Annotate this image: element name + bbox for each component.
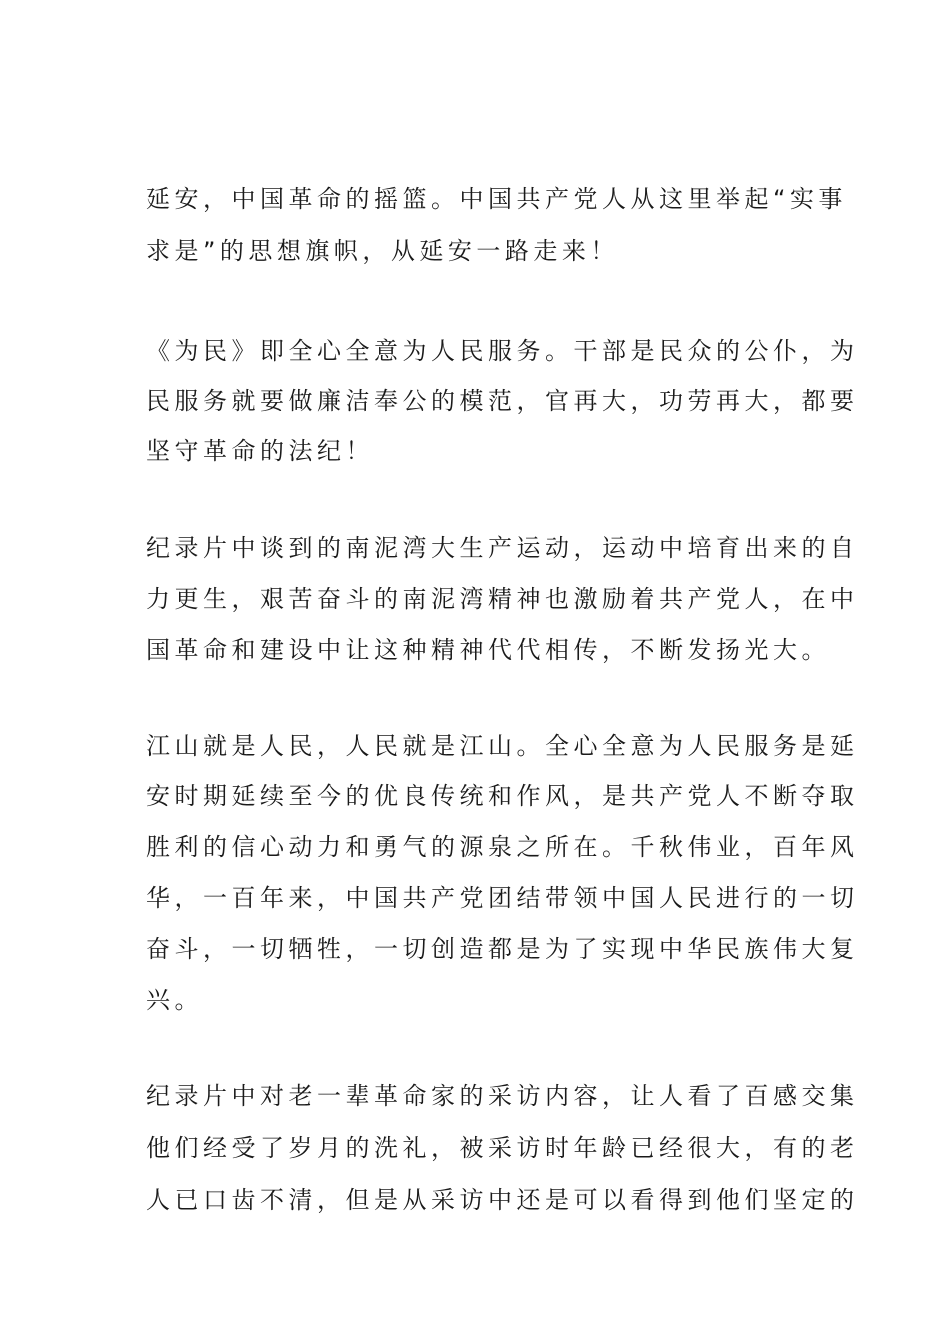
paragraph-line: 兴。 (146, 986, 203, 1014)
paragraph-line: 民服务就要做廉洁奉公的模范，官再大，功劳再大，都要 (146, 387, 859, 415)
paragraph-line: 华，一百年来，中国共产党团结带领中国人民进行的一切 (146, 884, 859, 912)
paragraph-line: 纪录片中对老一辈革命家的采访内容，让人看了百感交集 (146, 1082, 859, 1110)
paragraph-line: 胜利的信心动力和勇气的源泉之所在。千秋伟业，百年风 (146, 833, 859, 861)
paragraph-line: 他们经受了岁月的洗礼，被采访时年龄已经很大，有的老 (146, 1134, 859, 1162)
paragraph-line: 坚守革命的法纪！ (146, 437, 374, 465)
paragraph-line: 安时期延续至今的优良传统和作风，是共产党人不断夺取 (146, 782, 859, 810)
paragraph-line: 江山就是人民，人民就是江山。全心全意为人民服务是延 (146, 732, 859, 760)
paragraph-line: 延安，中国革命的摇篮。中国共产党人从这里举起“实事 (146, 185, 847, 213)
paragraph-line: 力更生，艰苦奋斗的南泥湾精神也激励着共产党人，在中 (146, 585, 859, 613)
paragraph-line: 人已口齿不清，但是从采访中还是可以看得到他们坚定的 (146, 1186, 859, 1214)
paragraph-line: 奋斗，一切牺牲，一切创造都是为了实现中华民族伟大复 (146, 935, 859, 963)
paragraph-line: 纪录片中谈到的南泥湾大生产运动，运动中培育出来的自 (146, 534, 859, 562)
paragraph-line: 求是”的思想旗帜，从延安一路走来！ (146, 237, 619, 265)
paragraph-line: 《为民》即全心全意为人民服务。干部是民众的公仆，为 (146, 337, 859, 365)
paragraph-line: 国革命和建设中让这种精神代代相传，不断发扬光大。 (146, 636, 830, 664)
